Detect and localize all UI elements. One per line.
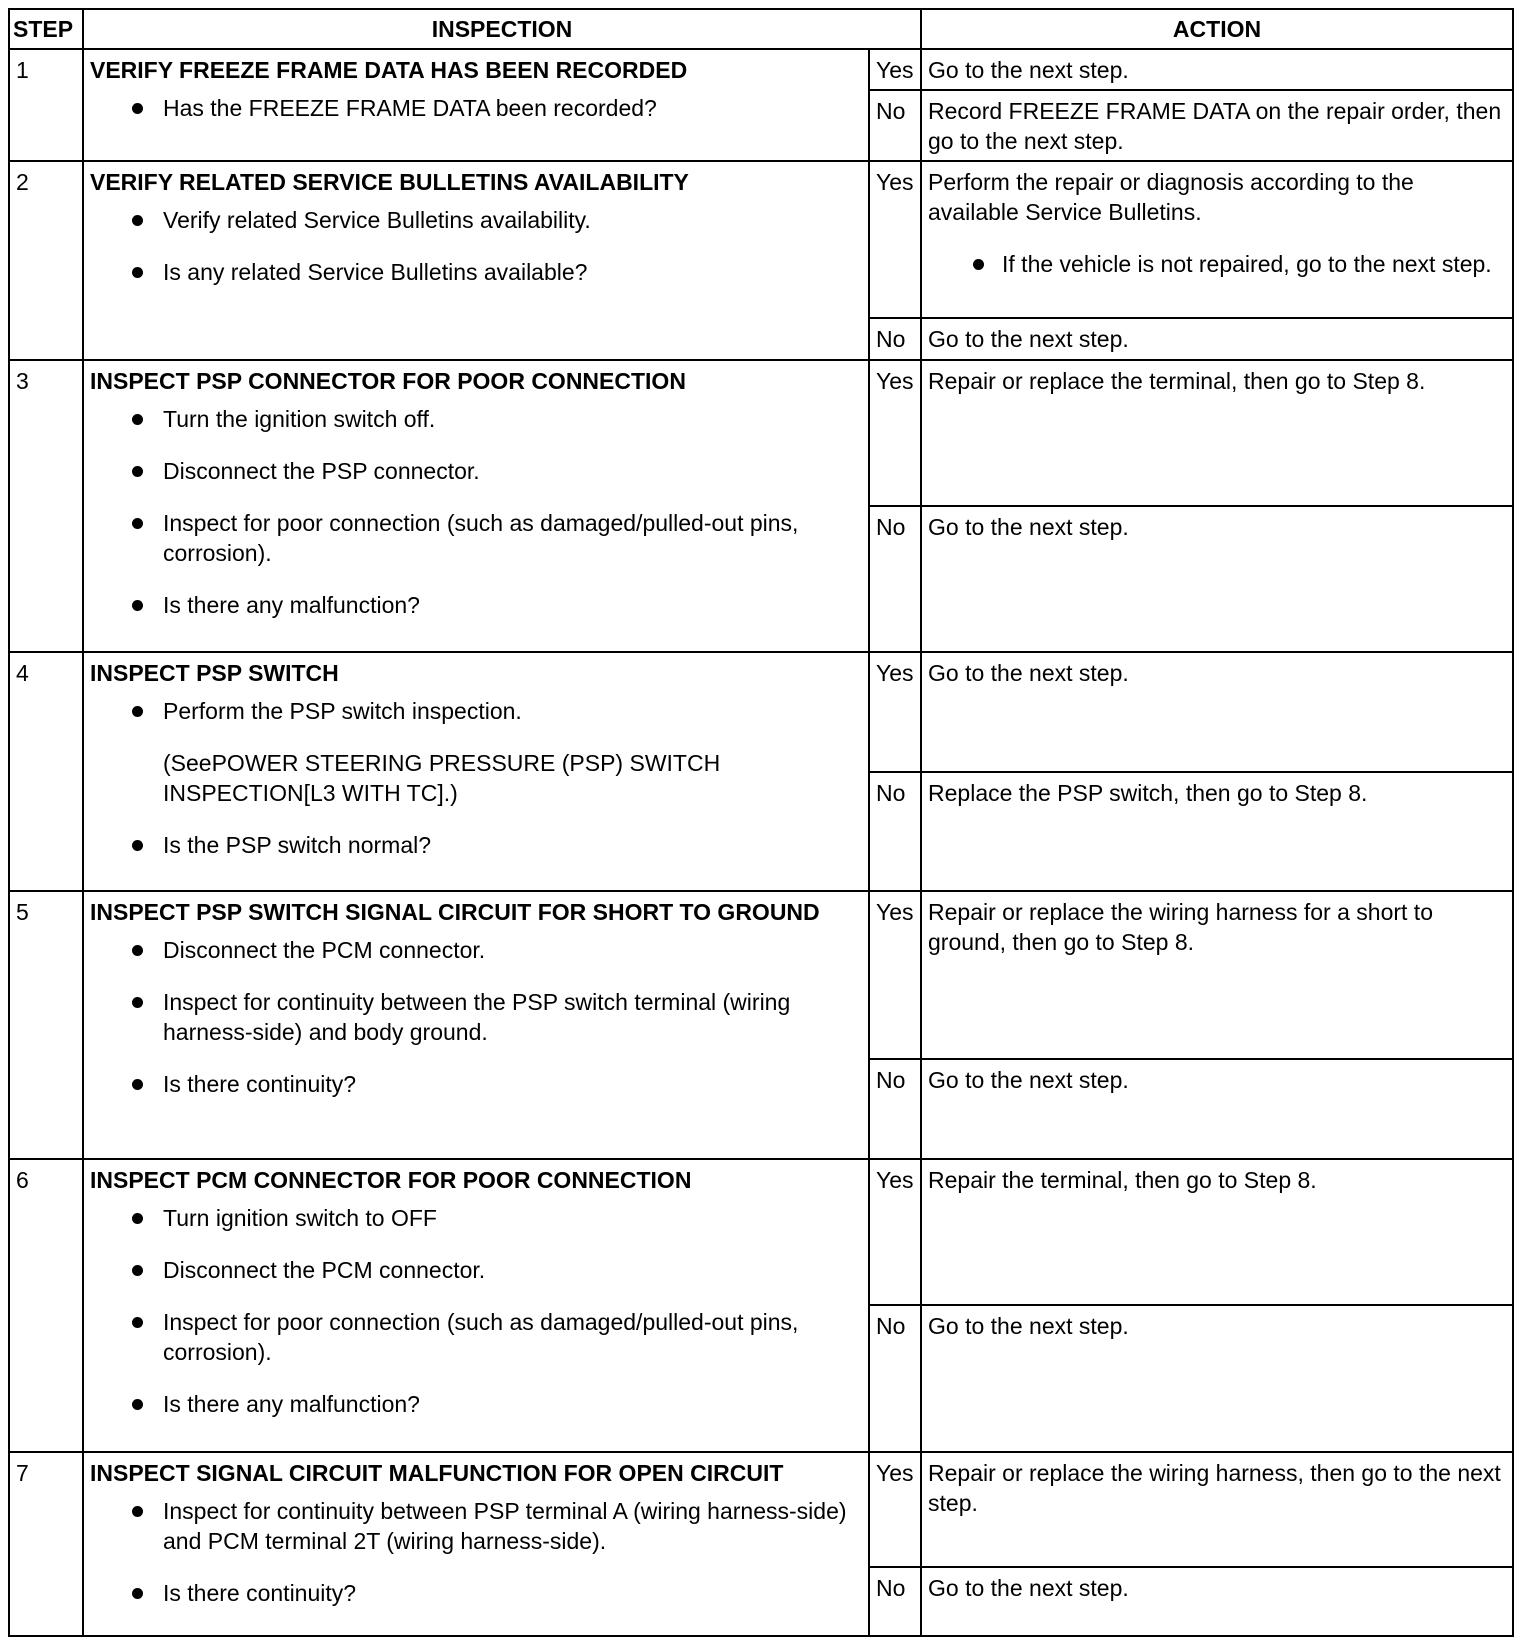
bullet-item: Has the FREEZE FRAME DATA been recorded? xyxy=(90,93,862,123)
bullet-icon xyxy=(132,840,143,851)
no-label: No xyxy=(869,1305,921,1452)
diagnostic-table xyxy=(8,8,1514,1637)
bullet-icon xyxy=(132,600,143,611)
bullet-item: Is there continuity? xyxy=(90,1069,862,1099)
inspection-header: INSPECTION xyxy=(83,9,921,49)
bullet-icon xyxy=(132,1399,143,1410)
bullet-icon xyxy=(132,215,143,226)
bullet-item: Disconnect the PSP connector. xyxy=(90,456,862,486)
bullet-item: Turn ignition switch to OFF xyxy=(90,1203,862,1233)
header-row xyxy=(9,9,1513,49)
inspection-cell xyxy=(83,49,869,161)
bullet-icon xyxy=(132,103,143,114)
bullet-icon xyxy=(132,1588,143,1599)
bullet-item: Is there continuity? xyxy=(90,1578,862,1608)
no-label: No xyxy=(869,772,921,891)
yes-action-cell xyxy=(921,161,1513,318)
yes-action: Repair or replace the wiring harness for a short to ground, then go to Step 8. xyxy=(921,891,1513,1059)
step-row-4-yes xyxy=(9,652,1513,772)
inspection-cell xyxy=(83,891,869,1159)
yes-label: Yes xyxy=(869,1452,921,1567)
bullet-icon xyxy=(132,1317,143,1328)
no-action: Go to the next step. xyxy=(921,318,1513,360)
no-action: Record FREEZE FRAME DATA on the repair order, then go to the next step. xyxy=(921,90,1513,161)
inspection-cell xyxy=(83,652,869,891)
bullet-item: Inspect for poor connection (such as damaged/pulled-out pins, corrosion). xyxy=(90,1307,862,1367)
no-action: Replace the PSP switch, then go to Step 8. xyxy=(921,772,1513,891)
bullet-icon xyxy=(132,466,143,477)
no-action: Go to the next step. xyxy=(921,1305,1513,1452)
step-number: 5 xyxy=(9,891,83,1159)
bullet-item: Is the PSP switch normal? xyxy=(90,830,862,860)
bullet-icon xyxy=(132,1265,143,1276)
inspection-cell xyxy=(83,1452,869,1636)
no-action: Go to the next step. xyxy=(921,506,1513,652)
bullet-icon xyxy=(132,1079,143,1090)
no-action: Go to the next step. xyxy=(921,1567,1513,1636)
yes-label: Yes xyxy=(869,49,921,90)
inspection-title: INSPECT PCM CONNECTOR FOR POOR CONNECTION xyxy=(90,1167,692,1193)
bullet-item: Is there any malfunction? xyxy=(90,590,862,620)
inspection-title: INSPECT SIGNAL CIRCUIT MALFUNCTION FOR OPEN CIRCUIT xyxy=(90,1460,784,1486)
step-number: 3 xyxy=(9,360,83,652)
bullet-icon xyxy=(973,259,984,270)
step-row-7-yes xyxy=(9,1452,1513,1567)
yes-action: Repair the terminal, then go to Step 8. xyxy=(921,1159,1513,1305)
no-label: No xyxy=(869,506,921,652)
bullet-item: Turn the ignition switch off. xyxy=(90,404,862,434)
bullet-item: Inspect for continuity between the PSP switch terminal (wiring harness-side) and body ground. xyxy=(90,987,862,1047)
inspection-title: INSPECT PSP SWITCH SIGNAL CIRCUIT FOR SHORT TO GROUND xyxy=(90,899,820,925)
step-number: 6 xyxy=(9,1159,83,1452)
bullet-icon xyxy=(132,414,143,425)
yes-label: Yes xyxy=(869,161,921,318)
bullet-item: Perform the PSP switch inspection. xyxy=(90,696,862,726)
yes-label: Yes xyxy=(869,891,921,1059)
no-label: No xyxy=(869,90,921,161)
bullet-icon xyxy=(132,1213,143,1224)
bullet-item: Inspect for poor connection (such as damaged/pulled-out pins, corrosion). xyxy=(90,508,862,568)
step-row-2-yes xyxy=(9,161,1513,318)
step-row-6-yes xyxy=(9,1159,1513,1305)
bullet-icon xyxy=(132,706,143,717)
inspection-title: VERIFY FREEZE FRAME DATA HAS BEEN RECORDED xyxy=(90,57,688,83)
bullet-item: Is there any malfunction? xyxy=(90,1389,862,1419)
step-row-5-yes xyxy=(9,891,1513,1059)
yes-action: Go to the next step. xyxy=(921,49,1513,90)
inspection-title: INSPECT PSP CONNECTOR FOR POOR CONNECTION xyxy=(90,368,686,394)
step-number: 2 xyxy=(9,161,83,360)
no-action: Go to the next step. xyxy=(921,1059,1513,1159)
step-number: 7 xyxy=(9,1452,83,1636)
step-row-1-yes xyxy=(9,49,1513,90)
bullet-icon xyxy=(132,518,143,529)
yes-action-subbullet: If the vehicle is not repaired, go to the next step. xyxy=(928,249,1506,279)
yes-label: Yes xyxy=(869,652,921,772)
yes-action: Repair or replace the wiring harness, then go to the next step. xyxy=(921,1452,1513,1567)
inspection-cell xyxy=(83,360,869,652)
inspection-cell xyxy=(83,1159,869,1452)
step-number: 4 xyxy=(9,652,83,891)
yes-label: Yes xyxy=(869,1159,921,1305)
yes-action: Go to the next step. xyxy=(921,652,1513,772)
yes-label: Yes xyxy=(869,360,921,506)
bullet-icon xyxy=(132,267,143,278)
reference-note: (SeePOWER STEERING PRESSURE (PSP) SWITCH INSPECTION[L3 WITH TC].) xyxy=(163,750,721,806)
bullet-item: Is any related Service Bulletins available? xyxy=(90,257,862,287)
inspection-cell xyxy=(83,161,869,360)
no-label: No xyxy=(869,1059,921,1159)
bullet-icon xyxy=(132,997,143,1008)
bullet-icon xyxy=(132,945,143,956)
action-header: ACTION xyxy=(921,9,1513,49)
inspection-title: INSPECT PSP SWITCH xyxy=(90,660,339,686)
step-row-3-yes xyxy=(9,360,1513,506)
no-label: No xyxy=(869,1567,921,1636)
step-header: STEP xyxy=(9,9,83,49)
bullet-item: Verify related Service Bulletins availability. xyxy=(90,205,862,235)
inspection-title: VERIFY RELATED SERVICE BULLETINS AVAILABILITY xyxy=(90,169,689,195)
yes-action: Repair or replace the terminal, then go to Step 8. xyxy=(921,360,1513,506)
bullet-item: Inspect for continuity between PSP terminal A (wiring harness-side) and PCM terminal 2T (wiring harness-side). xyxy=(90,1496,862,1556)
yes-action: Perform the repair or diagnosis according to the available Service Bulletins. xyxy=(928,169,1414,225)
no-label: No xyxy=(869,318,921,360)
bullet-icon xyxy=(132,1506,143,1517)
bullet-item: Disconnect the PCM connector. xyxy=(90,935,862,965)
step-number: 1 xyxy=(9,49,83,161)
bullet-item: Disconnect the PCM connector. xyxy=(90,1255,862,1285)
